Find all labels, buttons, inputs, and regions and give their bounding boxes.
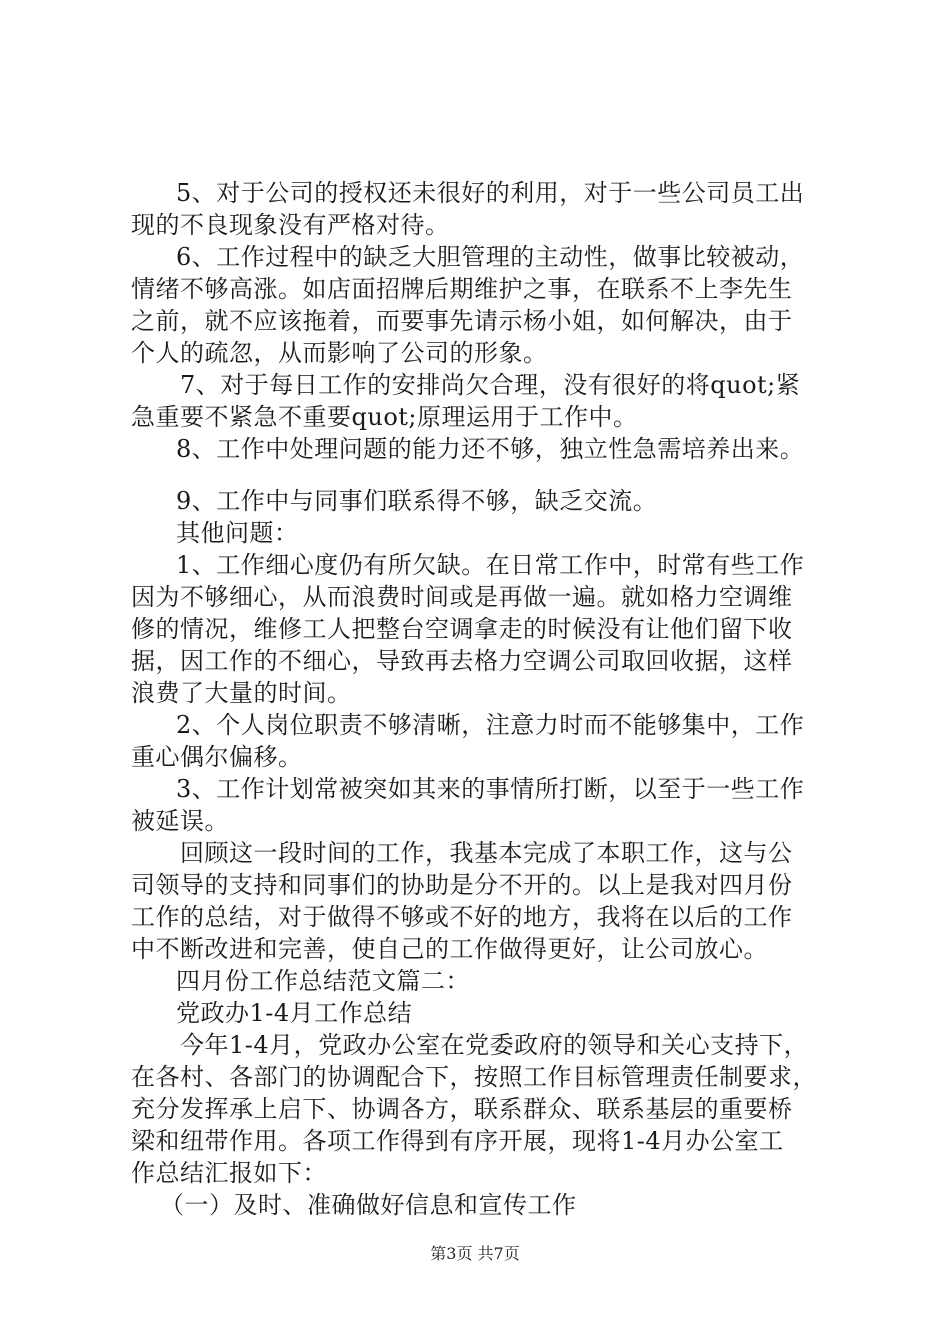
text-line: 中不断改进和完善，使自己的工作做得更好，让公司放心。 — [131, 935, 768, 963]
text-line: 党政办1-4月工作总结 — [176, 999, 413, 1027]
text-line: 8、工作中处理问题的能力还不够，独立性急需培养出来。 — [176, 435, 805, 463]
text-line: 7、对于每日工作的安排尚欠合理，没有很好的将quot;紧 — [180, 371, 801, 399]
text-line: 2、个人岗位职责不够清晰，注意力时而不能够集中，工作 — [176, 711, 805, 739]
text-line: 现的不良现象没有严格对待。 — [131, 211, 450, 239]
text-line: （一）及时、准确做好信息和宣传工作 — [160, 1191, 577, 1219]
text-line: 在各村、各部门的协调配合下，按照工作目标管理责任制要求， — [131, 1063, 817, 1091]
text-line: 情绪不够高涨。如店面招牌后期维护之事，在联系不上李先生 — [131, 275, 793, 303]
text-line: 6、工作过程中的缺乏大胆管理的主动性，做事比较被动， — [176, 243, 805, 271]
text-line: 5、对于公司的授权还未很好的利用，对于一些公司员工出 — [176, 179, 805, 207]
text-line: 被延误。 — [131, 807, 229, 835]
text-line: 个人的疏忽，从而影响了公司的形象。 — [131, 339, 548, 367]
text-line: 作总结汇报如下： — [131, 1159, 327, 1187]
page-number-footer: 第3页 共7页 — [430, 1244, 520, 1263]
text-line: 9、工作中与同事们联系得不够，缺乏交流。 — [176, 487, 658, 515]
text-line: 梁和纽带作用。各项工作得到有序开展，现将1-4月办公室工 — [131, 1127, 784, 1155]
text-line: 回顾这一段时间的工作，我基本完成了本职工作，这与公 — [180, 839, 793, 867]
text-line: 四月份工作总结范文篇二： — [176, 967, 470, 995]
text-line: 因为不够细心，从而浪费时间或是再做一遍。就如格力空调维 — [131, 583, 793, 611]
text-line: 之前，就不应该拖着，而要事先请示杨小姐，如何解决，由于 — [131, 307, 793, 335]
text-line: 今年1-4月，党政办公室在党委政府的领导和关心支持下， — [180, 1031, 809, 1059]
text-line: 司领导的支持和同事们的协助是分不开的。以上是我对四月份 — [131, 871, 793, 899]
text-line: 3、工作计划常被突如其来的事情所打断，以至于一些工作 — [176, 775, 805, 803]
text-line: 修的情况，维修工人把整台空调拿走的时候没有让他们留下收 — [131, 615, 793, 643]
text-line: 充分发挥承上启下、协调各方，联系群众、联系基层的重要桥 — [131, 1095, 793, 1123]
text-line: 急重要不紧急不重要quot;原理运用于工作中。 — [131, 403, 638, 431]
text-line: 据，因工作的不细心，导致再去格力空调公司取回收据，这样 — [131, 647, 793, 675]
text-line: 浪费了大量的时间。 — [131, 679, 352, 707]
text-line: 工作的总结，对于做得不够或不好的地方，我将在以后的工作 — [131, 903, 793, 931]
text-line: 其他问题： — [176, 519, 299, 547]
text-line: 重心偶尔偏移。 — [131, 743, 303, 771]
text-line: 1、工作细心度仍有所欠缺。在日常工作中，时常有些工作 — [176, 551, 805, 579]
